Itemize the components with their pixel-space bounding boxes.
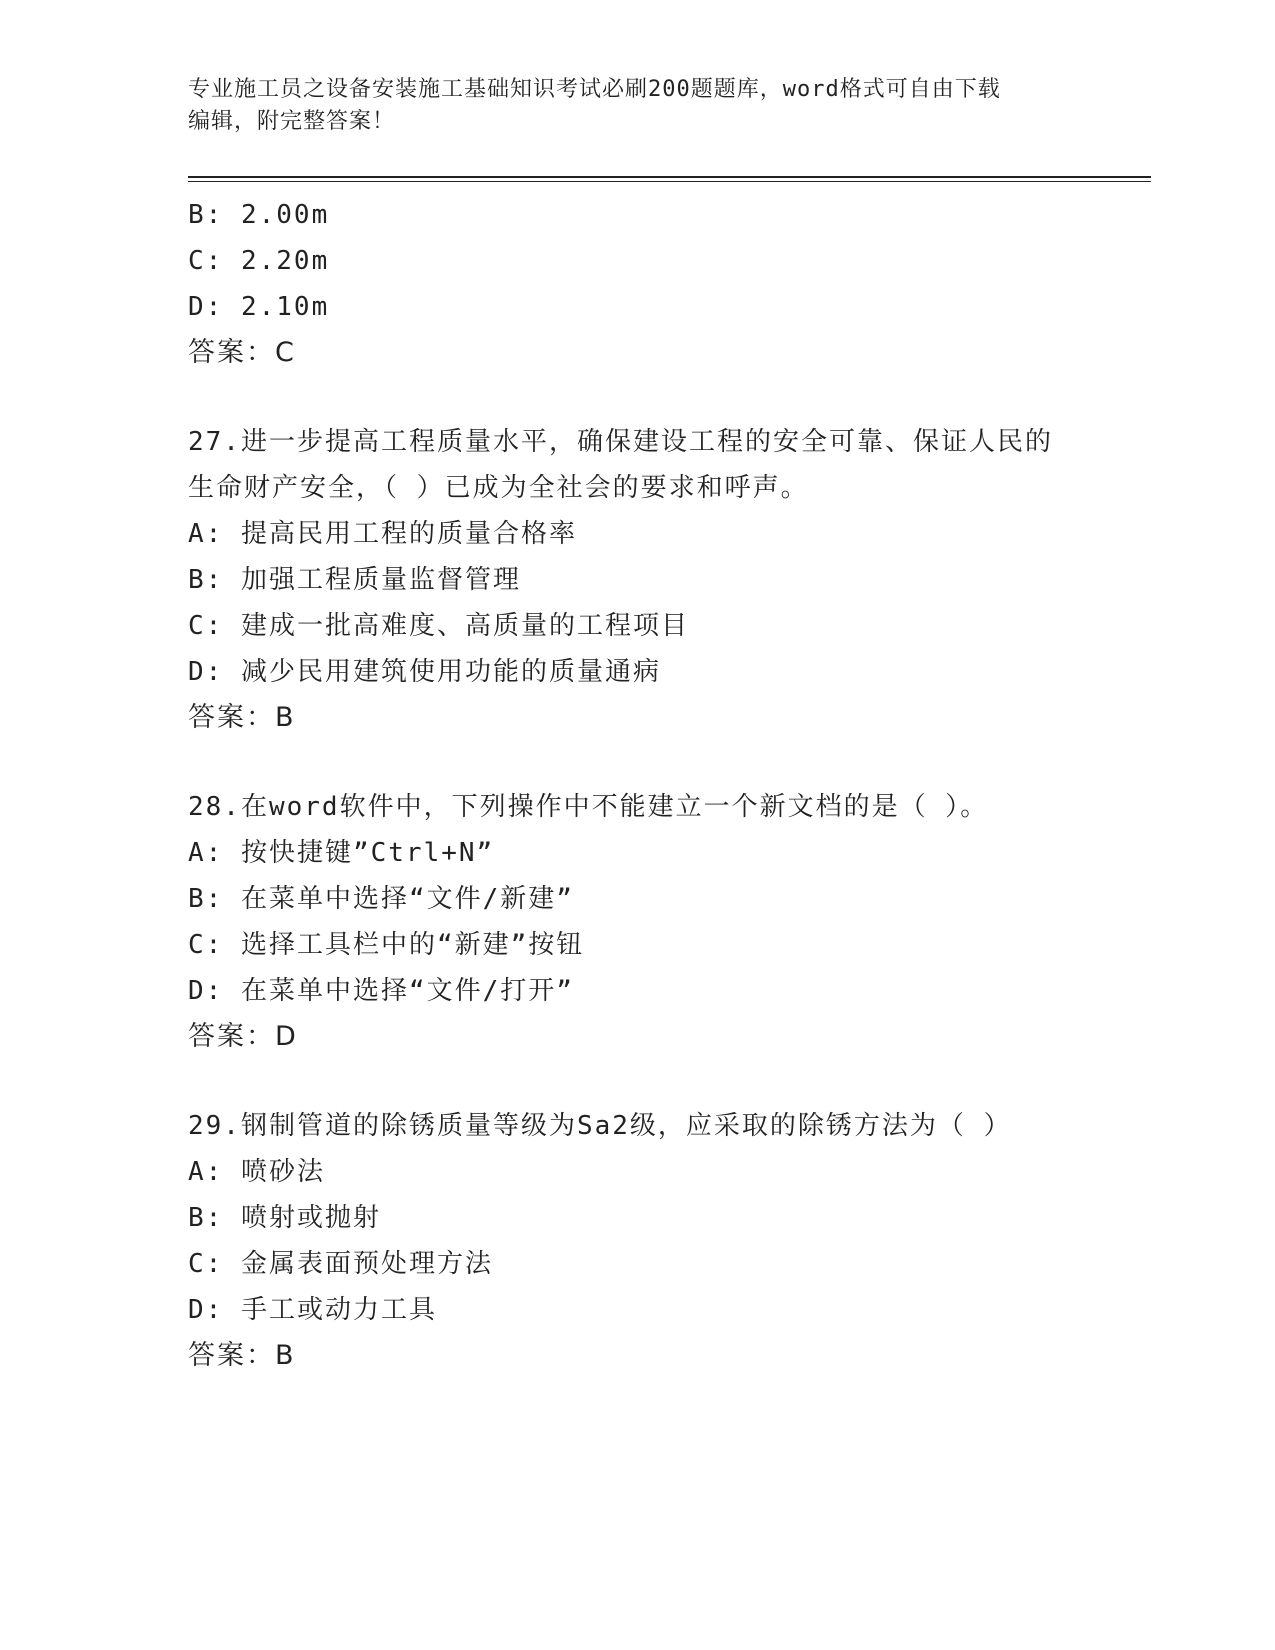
option-b: B: 加强工程质量监督管理: [188, 565, 521, 595]
question-29: [188, 1103, 1088, 1379]
option-b: B: 2.00m: [188, 200, 330, 230]
question-28: [188, 784, 1088, 1060]
answer: 答案：B: [188, 702, 296, 733]
question-text-line-1: 27.进一步提高工程质量水平，确保建设工程的安全可靠、保证人民的: [188, 427, 1053, 457]
document-header: [188, 74, 1088, 138]
option-c: C: 建成一批高难度、高质量的工程项目: [188, 611, 689, 641]
option-c: C: 2.20m: [188, 246, 330, 276]
question-26-tail: [188, 192, 1088, 376]
header-divider-thick: [188, 176, 1151, 178]
option-b: B: 在菜单中选择“文件/新建”: [188, 884, 574, 914]
option-d: D: 2.10m: [188, 292, 330, 322]
question-text-line-1: 29.钢制管道的除锈质量等级为Sa2级，应采取的除锈方法为（ ）: [188, 1111, 1012, 1141]
option-a: A: 提高民用工程的质量合格率: [188, 519, 577, 549]
option-c: C: 金属表面预处理方法: [188, 1249, 493, 1279]
option-d: D: 手工或动力工具: [188, 1295, 437, 1325]
question-list: [188, 192, 1088, 1379]
option-a: A: 喷砂法: [188, 1157, 325, 1187]
header-title-line-2: 编辑，附完整答案！: [188, 109, 396, 134]
header-divider-thin: [188, 181, 1151, 182]
question-27: [188, 419, 1088, 741]
answer: 答案：B: [188, 1340, 296, 1371]
option-a: A: 按快捷键”Ctrl+N”: [188, 838, 495, 868]
answer: 答案：D: [188, 1021, 298, 1052]
header-title-line-1: 专业施工员之设备安装施工基础知识考试必刷200题题库，word格式可自由下载: [188, 77, 1001, 102]
question-text-line-1: 28.在word软件中，下列操作中不能建立一个新文档的是（ ）。: [188, 792, 989, 822]
option-d: D: 在菜单中选择“文件/打开”: [188, 976, 574, 1006]
option-b: B: 喷射或抛射: [188, 1203, 381, 1233]
question-text-line-2: 生命财产安全，（ ）已成为全社会的要求和呼声。: [188, 473, 809, 503]
answer: 答案：C: [188, 337, 296, 368]
option-d: D: 减少民用建筑使用功能的质量通病: [188, 657, 661, 687]
option-c: C: 选择工具栏中的“新建”按钮: [188, 930, 585, 960]
